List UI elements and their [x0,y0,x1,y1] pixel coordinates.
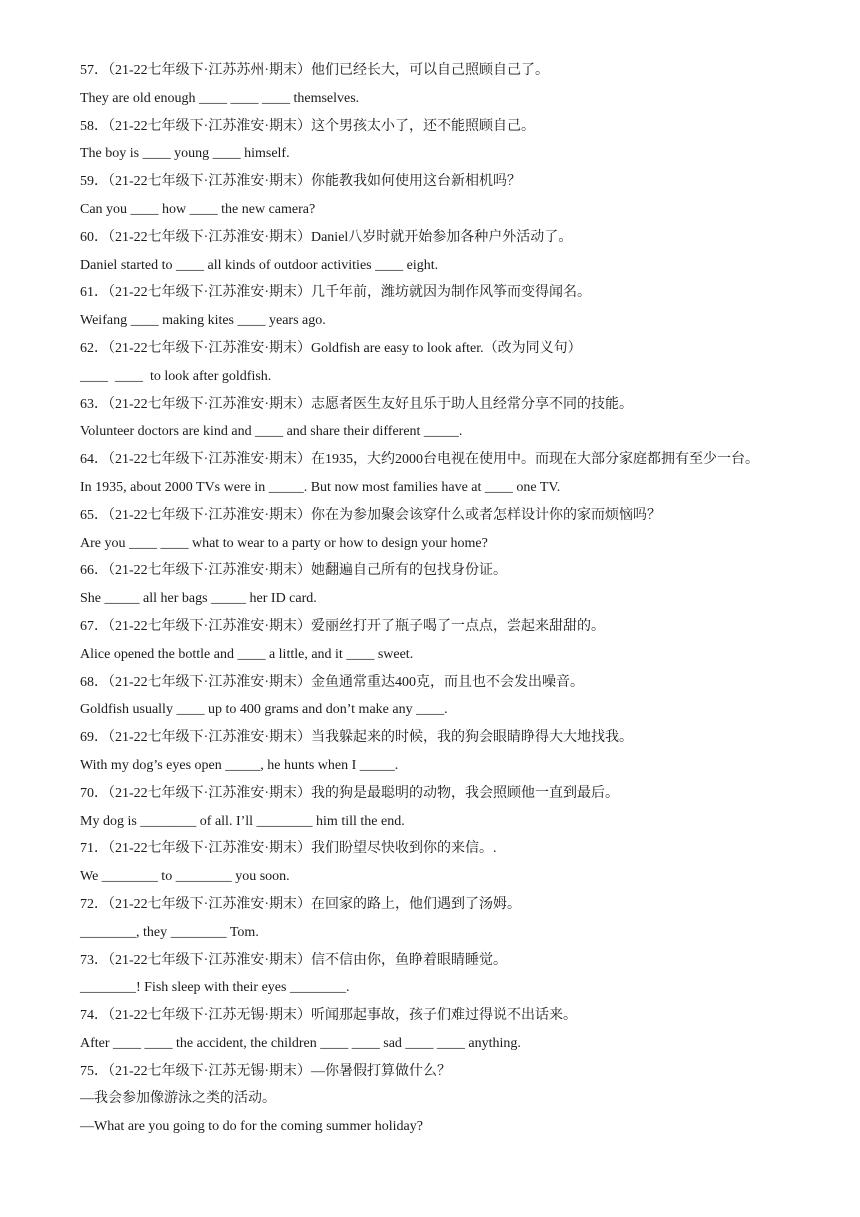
question-66 [80,557,800,613]
question-64 [80,446,800,502]
answer-line: They are old enough ____ ____ ____ themselves. [80,90,360,106]
question-70 [80,780,800,836]
question-65 [80,502,800,558]
answer-line: After ____ ____ the accident, the children ____ ____ sad ____ ____ anything. [80,1035,521,1051]
question-59 [80,168,800,224]
answer-line: Goldfish usually ____ up to 400 grams and don’t make any ____. [80,702,448,718]
answer-line: The boy is ____ young ____ himself. [80,146,290,162]
question-prompt: 70．（21-22七年级下·江苏淮安·期末）我的狗是最聪明的动物，我会照顾他一直到最后。 [80,785,619,801]
question-prompt: 65．（21-22七年级下·江苏淮安·期末）你在为参加聚会该穿什么或者怎样设计你的家而烦恼吗？ [80,507,661,523]
answer-line: Daniel started to ____ all kinds of outdoor activities ____ eight. [80,257,439,273]
answer-line: With my dog’s eyes open _____, he hunts when I _____. [80,757,399,773]
question-prompt: 67．（21-22七年级下·江苏淮安·期末）爱丽丝打开了瓶子喝了一点点，尝起来甜甜的。 [80,618,605,634]
answer-line: In 1935, about 2000 TVs were in _____. But now most families have at ____ one TV. [80,479,561,495]
question-prompt: 60．（21-22七年级下·江苏淮安·期末）Daniel八岁时就开始参加各种户外活动了。 [80,229,573,245]
answer-line: ____ ____ to look after goldfish. [80,368,272,384]
worksheet-page [80,57,800,1141]
question-60 [80,224,800,280]
question-prompt: 62．（21-22七年级下·江苏淮安·期末）Goldfish are easy to look after.（改为同义句） [80,340,582,356]
question-prompt: 68．（21-22七年级下·江苏淮安·期末）金鱼通常重达400克，而且也不会发出噪音。 [80,674,584,690]
question-prompt: 61．（21-22七年级下·江苏淮安·期末）几千年前，潍坊就因为制作风筝而变得闻名。 [80,285,591,301]
answer-line: Can you ____ how ____ the new camera? [80,201,316,217]
answer-line: She _____ all her bags _____ her ID card. [80,591,317,607]
question-prompt: 74．（21-22七年级下·江苏无锡·期末）听闻那起事故，孩子们难过得说不出话来。 [80,1008,577,1024]
question-prompt: 58．（21-22七年级下·江苏淮安·期末）这个男孩太小了，还不能照顾自己。 [80,118,535,134]
question-74 [80,1002,800,1058]
answer-line: ________! Fish sleep with their eyes ________. [80,980,350,996]
question-62 [80,335,800,391]
question-prompt: 73．（21-22七年级下·江苏淮安·期末）信不信由你，鱼睁着眼睛睡觉。 [80,952,507,968]
answer-line: —我会参加像游泳之类的活动。 [80,1091,276,1107]
question-prompt: 75．（21-22七年级下·江苏无锡·期末）—你暑假打算做什么？ [80,1063,451,1079]
question-prompt: 72．（21-22七年级下·江苏淮安·期末）在回家的路上，他们遇到了汤姆。 [80,896,521,912]
question-71 [80,835,800,891]
question-63 [80,391,800,447]
answer-line: We ________ to ________ you soon. [80,869,290,885]
question-75 [80,1058,800,1141]
answer-line-extra: —What are you going to do for the coming summer holiday? [80,1119,423,1135]
answer-line: Volunteer doctors are kind and ____ and share their different _____. [80,424,463,440]
question-57 [80,57,800,113]
question-prompt: 57．（21-22七年级下·江苏苏州·期末）他们已经长大，可以自己照顾自己了。 [80,63,549,78]
answer-line: Alice opened the bottle and ____ a little, and it ____ sweet. [80,646,414,662]
question-69 [80,724,800,780]
answer-line: My dog is ________ of all. I’ll ________ him till the end. [80,813,405,829]
question-72 [80,891,800,947]
question-67 [80,613,800,669]
question-61 [80,279,800,335]
question-73 [80,947,800,1003]
question-prompt: 64．（21-22七年级下·江苏淮安·期末）在1935，大约2000台电视在使用中。而现在大部分家庭都拥有至少一台。 [80,452,759,468]
answer-line: ________, they ________ Tom. [80,924,259,940]
question-prompt: 71．（21-22七年级下·江苏淮安·期末）我们盼望尽快收到你的来信。. [80,841,497,857]
question-prompt: 66．（21-22七年级下·江苏淮安·期末）她翻遍自己所有的包找身份证。 [80,563,507,579]
question-prompt: 59．（21-22七年级下·江苏淮安·期末）你能教我如何使用这台新相机吗？ [80,174,521,190]
question-68 [80,669,800,725]
question-prompt: 63．（21-22七年级下·江苏淮安·期末）志愿者医生友好且乐于助人且经常分享不同的技能。 [80,396,633,412]
answer-line: Weifang ____ making kites ____ years ago. [80,313,326,329]
question-prompt: 69．（21-22七年级下·江苏淮安·期末）当我躲起来的时候，我的狗会眼睛睁得大大地找我。 [80,730,633,746]
question-58 [80,113,800,169]
answer-line: Are you ____ ____ what to wear to a party or how to design your home? [80,535,488,551]
